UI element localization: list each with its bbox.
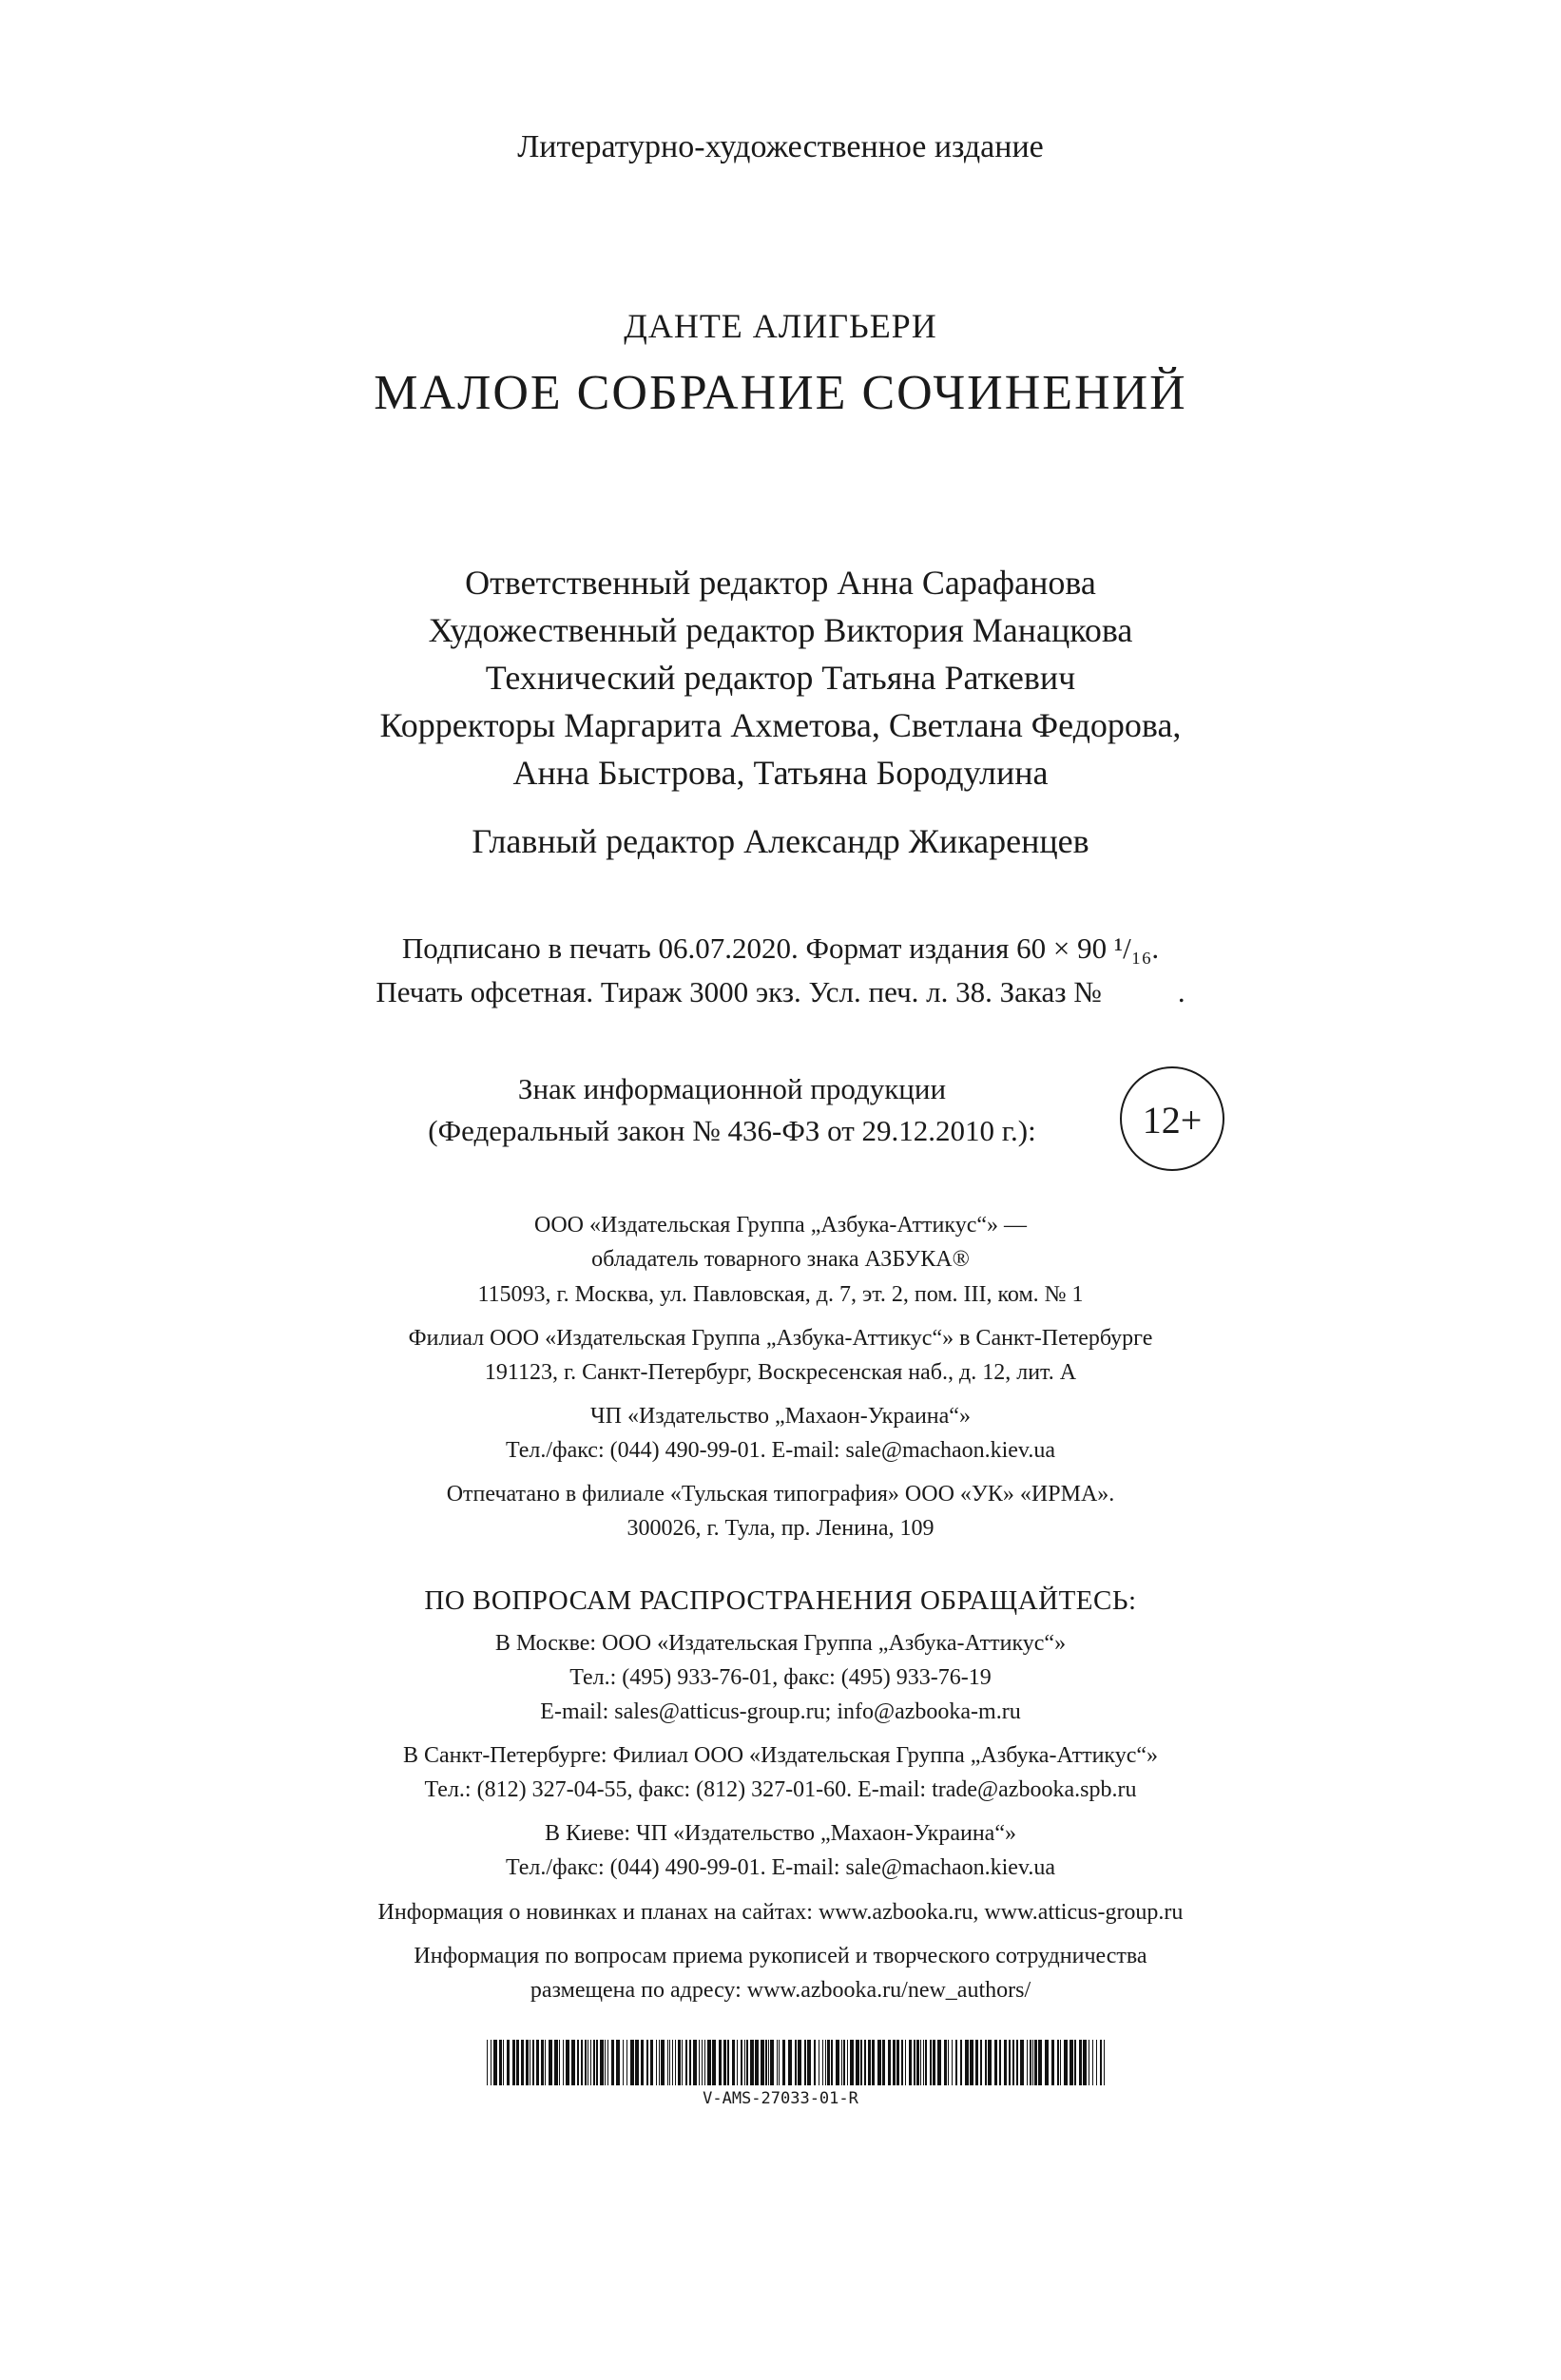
distribution-line: Тел./факс: (044) 490-99-01. E-mail: sale@machaon.kiev.ua [505,1855,1056,1880]
publisher-line: 115093, г. Москва, ул. Павловская, д. 7, эт. 2, пом. III, ком. № 1 [477,1282,1084,1307]
print-info-line: Подписано в печать 06.07.2020. Формат издания 60 × 90 ¹/₁₆. [401,931,1160,965]
printer-line: Отпечатано в филиале «Тульская типография» ООО «УК» «ИРМА». [446,1482,1115,1507]
publisher-line: Филиал ООО «Издательская Группа „Азбука-Аттикус“» в Санкт-Петербурге [408,1326,1153,1351]
staff-line: Корректоры Маргарита Ахметова, Светлана Федорова, [379,706,1182,744]
print-info-line [0,975,1561,1009]
age-rating-badge: 12+ [1120,1066,1224,1171]
manuscripts-line: размещена по адресу: www.azbooka.ru/new_authors/ [530,1978,1031,2003]
info-sign-line: Знак информационной продукции [517,1072,947,1105]
distribution-line: Тел.: (495) 933-76-01, факс: (495) 933-76-19 [569,1665,992,1690]
publisher-line: Тел./факс: (044) 490-99-01. E-mail: sale@machaon.kiev.ua [505,1438,1056,1463]
staff-line: Ответственный редактор Анна Сарафанова [465,564,1096,602]
publisher-line: ЧП «Издательство „Махаон-Украина“» [590,1404,971,1429]
distribution-line: В Москве: ООО «Издательская Группа „Азбука-Аттикус“» [494,1631,1067,1656]
book-title: МАЛОЕ СОБРАНИЕ СОЧИНЕНИЙ [374,366,1187,420]
genre-label: Литературно-художественное издание [517,129,1044,164]
publisher-line: 191123, г. Санкт-Петербург, Воскресенская наб., д. 12, лит. А [484,1360,1077,1385]
distribution-line: В Санкт-Петербурге: Филиал ООО «Издательская Группа „Азбука-Аттикус“» [402,1743,1159,1768]
print-info-order: Печать офсетная. Тираж 3000 экз. Усл. печ. л. 38. Заказ № [376,975,1102,1008]
info-sign-text [361,1068,1103,1152]
distribution-line: E-mail: sales@atticus-group.ru; info@azbooka-m.ru [540,1699,1021,1724]
print-info-end: . [1177,975,1185,1008]
websites-line: Информация о новинках и планах на сайтах: www.azbooka.ru, www.atticus-group.ru [377,1900,1184,1925]
publisher-line: обладатель товарного знака АЗБУКА® [591,1247,970,1272]
publisher-line: ООО «Издательская Группа „Азбука-Аттикус“» — [534,1213,1027,1238]
barcode-image [487,2040,1107,2085]
staff-line: Художественный редактор Виктория Манацкова [428,611,1133,649]
distribution-line: Тел.: (812) 327-04-55, факс: (812) 327-01-60. E-mail: trade@azbooka.spb.ru [424,1777,1137,1802]
staff-line: Технический редактор Татьяна Раткевич [485,659,1076,697]
staff-line: Анна Быстрова, Татьяна Бородулина [512,754,1049,792]
printer-line: 300026, г. Тула, пр. Ленина, 109 [626,1516,935,1541]
chief-editor: Главный редактор Александр Жикаренцев [472,822,1089,860]
author-name: ДАНТЕ АЛИГЬЕРИ [624,307,937,345]
barcode-code: V-AMS-27033-01-R [703,2089,858,2108]
manuscripts-line: Информация по вопросам приема рукописей и творческого сотрудничества [414,1944,1147,1968]
info-sign-line: (Федеральный закон № 436-ФЗ от 29.12.2010 г.): [428,1114,1036,1147]
distribution-heading: ПО ВОПРОСАМ РАСПРОСТРАНЕНИЯ ОБРАЩАЙТЕСЬ: [424,1585,1137,1616]
distribution-line: В Киеве: ЧП «Издательство „Махаон-Украина“» [545,1821,1016,1846]
